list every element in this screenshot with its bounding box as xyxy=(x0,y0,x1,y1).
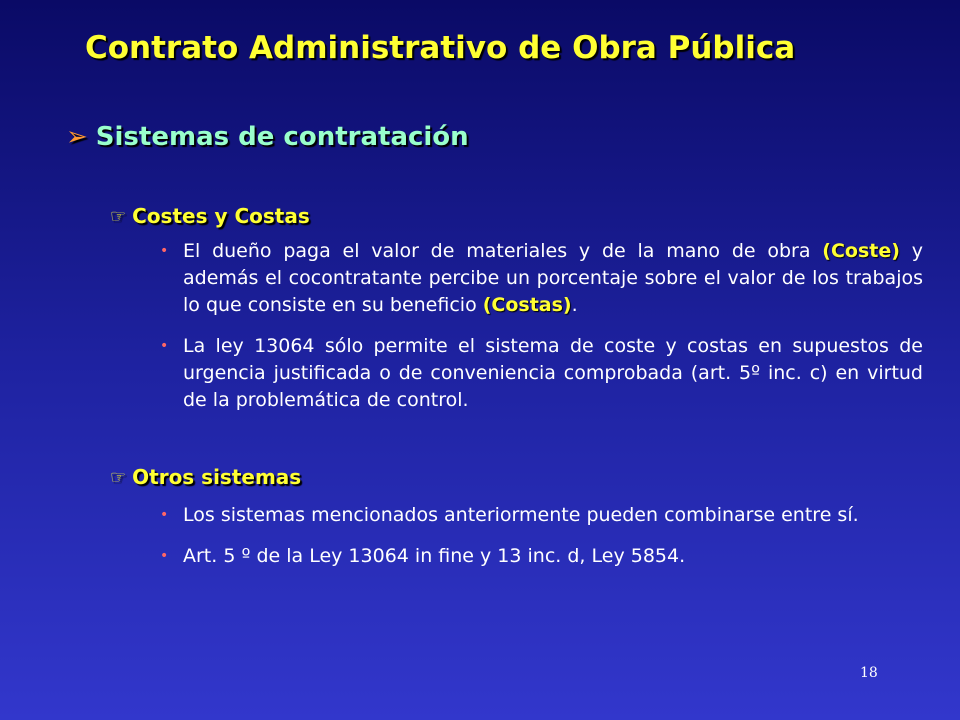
bullet-dot-icon: • xyxy=(160,338,169,354)
otros-bullet-list xyxy=(160,502,923,584)
subsection-costes-y-costas xyxy=(110,204,310,228)
bullet-dot-icon: • xyxy=(160,507,169,523)
subsection-title: Costes y Costas xyxy=(132,204,310,228)
bullet-dot-icon: • xyxy=(160,548,169,564)
list-item-text: El dueño paga el valor de materiales y de la mano de obra xyxy=(183,240,823,262)
slide-title: Contrato Administrativo de Obra Pública xyxy=(85,30,796,66)
costes-bullet-list xyxy=(160,238,923,428)
list-item-text: Art. 5 º de la Ley 13064 in fine y 13 inc. d, Ley 5854. xyxy=(183,545,686,567)
list-item-text: y además el cocontratante percibe un porcentaje sobre el valor de los trabajos lo que consiste en su beneficio xyxy=(183,240,923,316)
arrow-right-icon: ➢ xyxy=(66,122,88,152)
section-heading-text: Sistemas de contratación xyxy=(95,122,469,152)
subsection-title: Otros sistemas xyxy=(132,465,302,489)
subsection-otros-sistemas xyxy=(110,465,301,489)
list-item xyxy=(160,502,923,529)
list-item-text: La ley 13064 sólo permite el sistema de coste y costas en supuestos de urgencia justificada o de conveniencia comprobada (art. 5º inc. c) en virtud de la problemática de control. xyxy=(183,335,923,411)
list-item-text: Los sistemas mencionados anteriormente pueden combinarse entre sí. xyxy=(183,504,859,526)
list-item-text: . xyxy=(571,294,578,316)
pointing-hand-icon: ☞ xyxy=(110,205,127,227)
page-number: 18 xyxy=(860,665,878,681)
pointing-hand-icon: ☞ xyxy=(110,466,127,488)
emphasis-costas: (Costas) xyxy=(482,294,572,316)
list-item xyxy=(160,333,923,414)
bullet-dot-icon: • xyxy=(160,243,169,259)
section-heading xyxy=(66,122,469,152)
list-item xyxy=(160,543,923,570)
emphasis-coste: (Coste) xyxy=(822,240,900,262)
list-item xyxy=(160,238,923,319)
